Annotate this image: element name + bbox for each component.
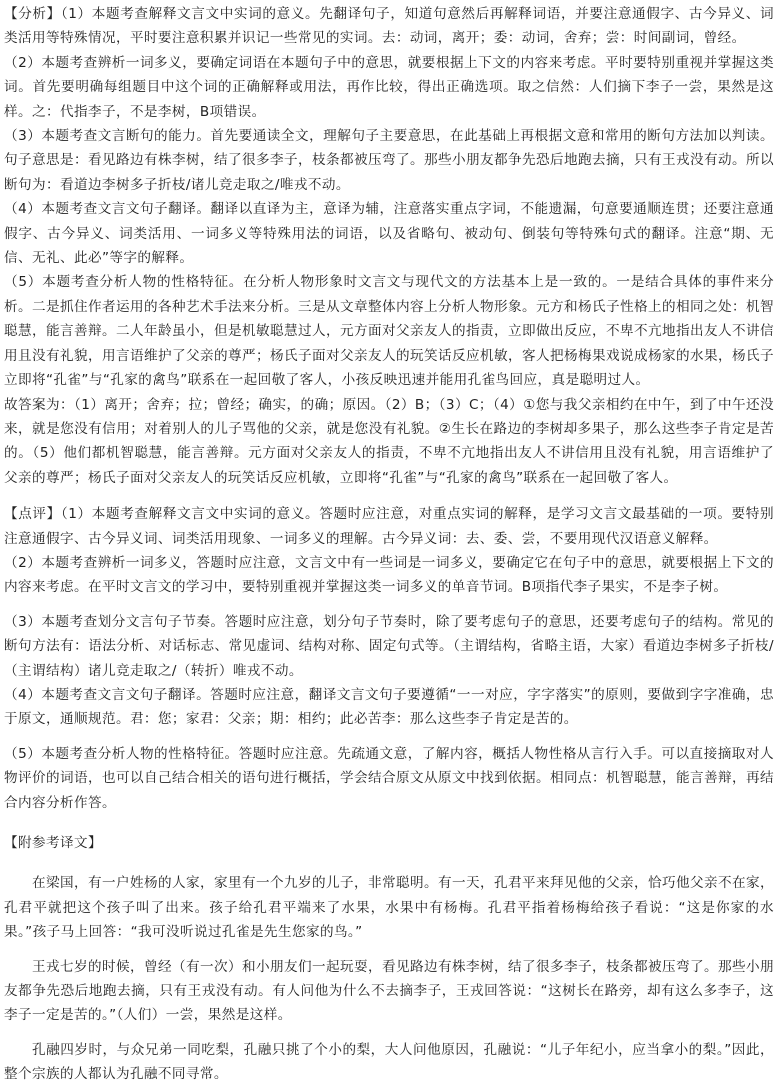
translation-heading: 【附参考译文】 — [4, 835, 102, 851]
analysis-section — [4, 2, 774, 490]
spacer — [4, 945, 774, 955]
spacer — [4, 490, 774, 502]
comment-paragraph-4: （4）本题考查文言文句子翻译。答题时应注意，翻译文言文句子要遵循“一一对应，字字落实”的原则，要做到字字准确，忠于原文，通顺规范。君：您；家君：父亲；期：相约；此必苦李：那么这些李子肯定是苦的。 — [4, 686, 774, 728]
spacer — [4, 855, 774, 871]
comment-paragraph-1: 【点评】（1）本题考查解释文言文中实词的意义。答题时应注意，对重点实词的解释，是学习文言文最基础的一项。要特别注意通假字、古今异义词、词类活用现象、一词多义的理解。古今异义词：去、委、尝，不要用现代汉语意义解释。 — [4, 506, 774, 547]
spacer — [4, 732, 774, 742]
analysis-paragraph-4: （4）本题考查文言文句子翻译。翻译以直译为主，意译为辅，注意落实重点字词，不能遗漏，句意要通顺连贯；还要注意通假字、古今异义、词类活用、一词多义等特殊用法的词语，以及省略句、被动句、倒装句等特殊句式的翻译。注意“期、无信、无礼、此必”等字的解释。 — [4, 201, 774, 267]
spacer — [4, 1028, 774, 1038]
comment-paragraph-3: （3）本题考查划分文言句子节奏。答题时应注意，划分句子节奏时，除了要考虑句子的意思，还要考虑句子的结构。常见的断句方法有：语法分析、对话标志、常见虚词、结构对称、固定句式等。（主谓结构，省略主语，大家）看道边李树多子折枝/（主谓结构）诸儿竞走取之/（转折）唯戎不动。 — [4, 613, 774, 679]
translation-section — [4, 831, 774, 1087]
translation-paragraph-3: 孔融四岁时，与众兄弟一同吃梨，孔融只挑了个小的梨，大人问他原因，孔融说：“儿子年纪小，应当拿小的梨。”因此，整个宗族的人都认为孔融不同寻常。 — [4, 1041, 774, 1083]
answer-paragraph: 故答案为：（1）离开；舍弃；拉；曾经；确实，的确；原因。（2）B；（3）C；（4）①您与我父亲相约在中午，到了中午还没来，就是您没有信用；对着别人的儿子骂他的父亲，就是您没有礼貌。②生长在路边的李树却多果子，那么这些李子肯定是苦的。（5）他们都机智聪慧，能言善辩。元方面对父亲友人的指责，不卑不亢地指出友人不讲信用且没有礼貌，用言语维护了父亲的尊严；杨氏子面对父亲友人的玩笑话反应机敏，立即将“孔雀”与“孔家的禽鸟”联系在一起回敬了客人。 — [4, 396, 774, 486]
comment-section — [4, 502, 774, 815]
comment-paragraph-2: （2）本题考查辨析一词多义，答题时应注意，文言文中有一些词是一词多义，要确定它在句子中的意思，就要根据上下文的内容来考虑。在平时文言文的学习中，要特别重视并掌握这类一词多义的单音节词。B项指代李子果实，不是李子树。 — [4, 554, 774, 596]
analysis-paragraph-2: （2）本题考查辨析一词多义，要确定词语在本题句子中的意思，就要根据上下文的内容来考虑。平时要特别重视并掌握这类词。首先要明确每组题目中这个词的正确解释或用法，再作比较，得出正确选项。取之信然：人们摘下李子一尝，果然是这样。之：代指李子，不是李树，B项错误。 — [4, 54, 774, 120]
analysis-paragraph-5: （5）本题考查分析人物的性格特征。在分析人物形象时文言文与现代文的方法基本上是一致的。一是结合具体的事件来分析。二是抓住作者运用的各种艺术手法来分析。三是从文章整体内容上分析人物形象。元方和杨氏子性格上的相同之处：机智聪慧，能言善辩。二人年龄虽小，但是机敏聪慧过人，元方面对父亲友人的指责，立即做出反应，不卑不亢地指出友人不讲信用且没有礼貌，用言语维护了父亲的尊严；杨氏子面对父亲友人的玩笑话反应机敏，客人把杨梅果戏说成杨家的水果，杨氏子立即将“孔雀”与“孔家的禽鸟”联系在一起回敬了客人，小孩反映迅速并能用孔雀鸟回应，真是聪明过人。 — [4, 274, 774, 389]
analysis-paragraph-1: 【分析】（1）本题考查解释文言文中实词的意义。先翻译句子，知道句意然后再解释词语，并要注意通假字、古今异义、词类活用等特殊情况，平时要注意积累并识记一些常见的实词。去：动词，离开；委：动词，舍弃；尝：时间副词，曾经。 — [4, 6, 774, 47]
spacer — [4, 815, 774, 831]
analysis-paragraph-3: （3）本题考查文言断句的能力。首先要通读全文，理解句子主要意思，在此基础上再根据文意和常用的断句方法加以判读。句子意思是：看见路边有株李树，结了很多李子，枝条都被压弯了。那些小朋友都争先恐后地跑去摘，只有王戎没有动。所以断句为：看道边李树多子折枝/诸儿竞走取之/唯戎不动。 — [4, 128, 774, 193]
translation-paragraph-2: 王戎七岁的时候，曾经（有一次）和小朋友们一起玩耍，看见路边有株李树，结了很多李子，枝条都被压弯了。那些小朋友都争先恐后地跑去摘，只有王戎没有动。有人问他为什么不去摘李子，王戎回答说：“这树长在路旁，却有这么多李子，这李子一定是苦的。”（人们）一尝，果然是这样。 — [4, 958, 774, 1024]
spacer — [4, 600, 774, 610]
translation-paragraph-1: 在梁国，有一户姓杨的人家，家里有一个九岁的儿子，非常聪明。有一天，孔君平来拜见他的父亲，恰巧他父亲不在家，孔君平就把这个孩子叫了出来。孩子给孔君平端来了水果，水果中有杨梅。孔君平指着杨梅给孩子看说：“这是你家的水果。”孩子马上回答：“我可没听说过孔雀是先生您家的鸟。” — [4, 875, 774, 941]
comment-paragraph-5: （5）本题考查分析人物的性格特征。答题时应注意。先疏通文意，了解内容，概括人物性格从言行入手。可以直接摘取对人物评价的词语，也可以自己结合相关的语句进行概括，学会结合原文从原文中找到依据。相同点：机智聪慧，能言善辩，再结合内容分析作答。 — [4, 745, 774, 811]
